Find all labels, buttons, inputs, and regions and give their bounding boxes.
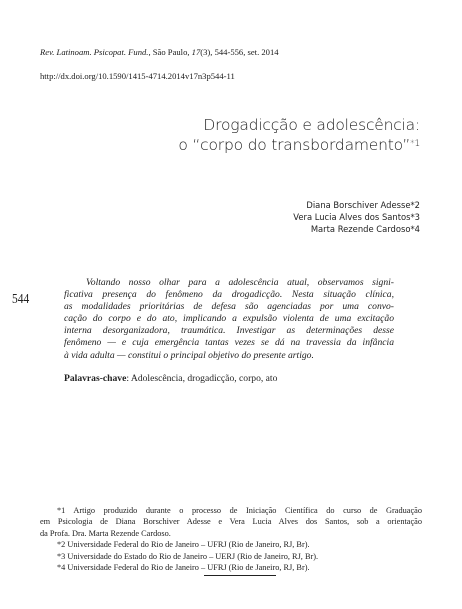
footnotes bbox=[40, 505, 422, 573]
footnote-2: *2 Universidade Federal do Rio de Janeiro – UFRJ (Rio de Janeiro, RJ, Br). bbox=[57, 540, 310, 550]
abstract-line-3: as modalidades prioritárias de defesa são agenciadas por uma convo- bbox=[64, 301, 394, 313]
author-1: Diana Borschiver Adesse*2 bbox=[306, 200, 420, 210]
title-line-1: Drogadicção e adolescência: bbox=[203, 116, 420, 134]
bottom-divider bbox=[204, 575, 276, 576]
author-list bbox=[293, 199, 420, 236]
journal-citation bbox=[40, 47, 279, 57]
abstract-line-7: à vida adulta — constitui o principal objetivo do presente artigo. bbox=[64, 349, 314, 361]
author-2: Vera Lucia Alves dos Santos*3 bbox=[293, 212, 420, 223]
page-number: 544 bbox=[12, 292, 30, 307]
abstract-line-4: cação do corpo e do ato, implicando a expulsão violenta de uma excitação bbox=[64, 313, 394, 325]
abstract bbox=[64, 277, 394, 362]
abstract-line-2: ficativa presença do fenômeno da drogadicção. Nesta situação clínica, bbox=[64, 289, 394, 301]
article-title bbox=[178, 115, 420, 155]
title-line-2-text: o “corpo do transbordamento” bbox=[178, 136, 411, 154]
journal-issue-pages: (3), 544-556, set. 2014 bbox=[200, 47, 279, 57]
keywords-text: : Adolescência, drogadicção, corpo, ato bbox=[126, 373, 278, 384]
footnote-1-line-1: *1 Artigo produzido durante o processo de Iniciação Científica do curso de Graduação bbox=[57, 506, 422, 515]
footnote-1-line-2: em Psicologia de Diana Borschiver Adesse e Vera Lucia Alves dos Santos, sob a orientação bbox=[40, 517, 422, 527]
keywords bbox=[64, 373, 277, 384]
journal-name: Rev. Latinoam. Psicopat. Fund. bbox=[40, 47, 149, 57]
footnote-1-line-3: da Profa. Dra. Marta Rezende Cardoso. bbox=[40, 528, 171, 538]
footnote-3: *3 Universidade do Estado do Rio de Janeiro – UERJ (Rio de Janeiro, RJ, Br). bbox=[57, 551, 319, 561]
journal-volume: 17 bbox=[191, 47, 201, 57]
keywords-label: Palavras-chave bbox=[64, 373, 127, 384]
footnote-4: *4 Universidade Federal do Rio de Janeiro – UFRJ (Rio de Janeiro, RJ, Br). bbox=[57, 563, 310, 573]
title-footnote-marker[interactable]: *1 bbox=[410, 139, 420, 149]
title-line-2 bbox=[178, 135, 420, 155]
abstract-line-6: fenômeno — e cuja emergência tantas vezes se dá na travessia da infância bbox=[64, 337, 394, 349]
doi-link[interactable]: http://dx.doi.org/10.1590/1415-4714.2014v17n3p544-11 bbox=[40, 71, 235, 81]
abstract-line-1: Voltando nosso olhar para a adolescência atual, observamos signi- bbox=[86, 277, 394, 288]
abstract-line-5: interna desorganizadora, traumática. Investigar as determinações desse bbox=[64, 325, 394, 337]
author-3: Marta Rezende Cardoso*4 bbox=[310, 224, 420, 235]
journal-place: , São Paulo, bbox=[148, 47, 192, 57]
